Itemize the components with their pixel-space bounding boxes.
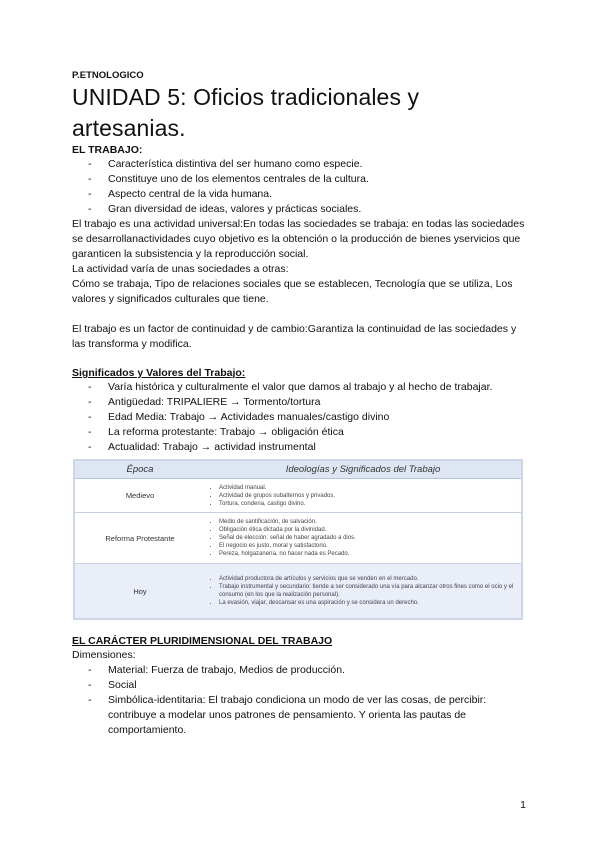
table-row: [75, 513, 521, 564]
list-item: • Actividad productora de artículos y servicios que se venden en el mercado.: [219, 575, 517, 583]
table-row: [75, 479, 521, 513]
era-cell: Medievo: [75, 479, 205, 513]
paragraph: El trabajo es una actividad universal:En todas las sociedades se trabaja: en todas las sociedades se desarrollanactividades cuyo objetivo es la obtención o la producción de bienes yservicios que garanticen la subsistencia y la reproducción social.: [72, 218, 525, 260]
list-item: - Constituye uno de los elementos centrales de la cultura.: [72, 172, 532, 187]
list-item: • Tortura, condena, castigo divino.: [219, 500, 517, 508]
page-title: UNIDAD 5: Oficios tradicionales y artesanias.: [72, 84, 420, 141]
significados-list: [72, 380, 532, 455]
list-item: • Actividad de grupos subalternos y privados.: [219, 492, 517, 500]
list-item: - Característica distintiva del ser humano como especie.: [72, 157, 532, 172]
table-header-ideologias: Ideologías y Significados del Trabajo: [205, 461, 521, 479]
list-item: - Edad Media: Trabajo → Actividades manuales/castigo divino: [72, 410, 532, 425]
list-item: • Señal de elección: señal de haber agradado a dios.: [219, 534, 517, 542]
table-row: [75, 564, 521, 619]
list-item: • Trabajo instrumental y secundario: tiende a ser considerado una vía para alcanzar otros fines como el ocio y el consumo (en los que la realización personal).: [219, 583, 517, 599]
page-number: 1: [520, 799, 526, 811]
ideology-table: [75, 461, 521, 618]
section-heading-caracter: EL CARÁCTER PLURIDIMENSIONAL DEL TRABAJO: [72, 635, 333, 647]
list-item: - Simbólica-identitaria: El trabajo condiciona un modo de ver las cosas, de percibir: contribuye a modelar unos patrones de pensamiento. Y orienta las pautas de comportamiento.: [72, 693, 532, 738]
list-item: • Obligación ética dictada por la divinidad.: [219, 526, 517, 534]
paragraph: Dimensiones:: [72, 649, 136, 661]
subject-label: P.ETNOLOGICO: [72, 70, 144, 81]
list-item: - Antigüedad: TRIPALIERE → Tormento/tortura: [72, 395, 532, 410]
list-item: • El negocio es justo, moral y satisfactorio.: [219, 542, 517, 550]
list-item: • Actividad manual.: [219, 484, 517, 492]
paragraph: Cómo se trabaja, Tipo de relaciones sociales que se establecen, Tecnología que se utiliza, Los valores y significados culturales que tiene.: [72, 278, 513, 305]
era-cell: Hoy: [75, 564, 205, 619]
list-item: - Varía histórica y culturalmente el valor que damos al trabajo y al hecho de trabajar.: [72, 380, 532, 395]
list-item: - Actualidad: Trabajo → actividad instrumental: [72, 440, 532, 455]
caracter-list: [72, 663, 532, 738]
ideology-table-image: [73, 459, 523, 620]
list-item: • Pereza, holgazanería, no hacer nada es Pecado.: [219, 550, 517, 558]
document-page: [72, 70, 532, 738]
list-item: • La evasión, viajar, descansar es una aspiración y se considera un derecho.: [219, 599, 517, 607]
section-heading-trabajo: EL TRABAJO:: [72, 144, 143, 156]
list-item: - Aspecto central de la vida humana.: [72, 187, 532, 202]
list-item: - Social: [72, 678, 532, 693]
table-header-epoca: Época: [75, 461, 205, 479]
list-item: • Medio de santificación, de salvación.: [219, 518, 517, 526]
trabajo-list: [72, 157, 532, 217]
list-item: - La reforma protestante: Trabajo → obligación ética: [72, 425, 532, 440]
era-cell: Reforma Protestante: [75, 513, 205, 564]
section-heading-significados: Significados y Valores del Trabajo:: [72, 367, 246, 379]
list-item: - Material: Fuerza de trabajo, Medios de producción.: [72, 663, 532, 678]
list-item: - Gran diversidad de ideas, valores y prácticas sociales.: [72, 202, 532, 217]
paragraph: El trabajo es un factor de continuidad y de cambio:Garantiza la continuidad de las sociedades y las transforma y modifica.: [72, 323, 517, 350]
paragraph: La actividad varía de unas sociedades a otras:: [72, 263, 289, 275]
